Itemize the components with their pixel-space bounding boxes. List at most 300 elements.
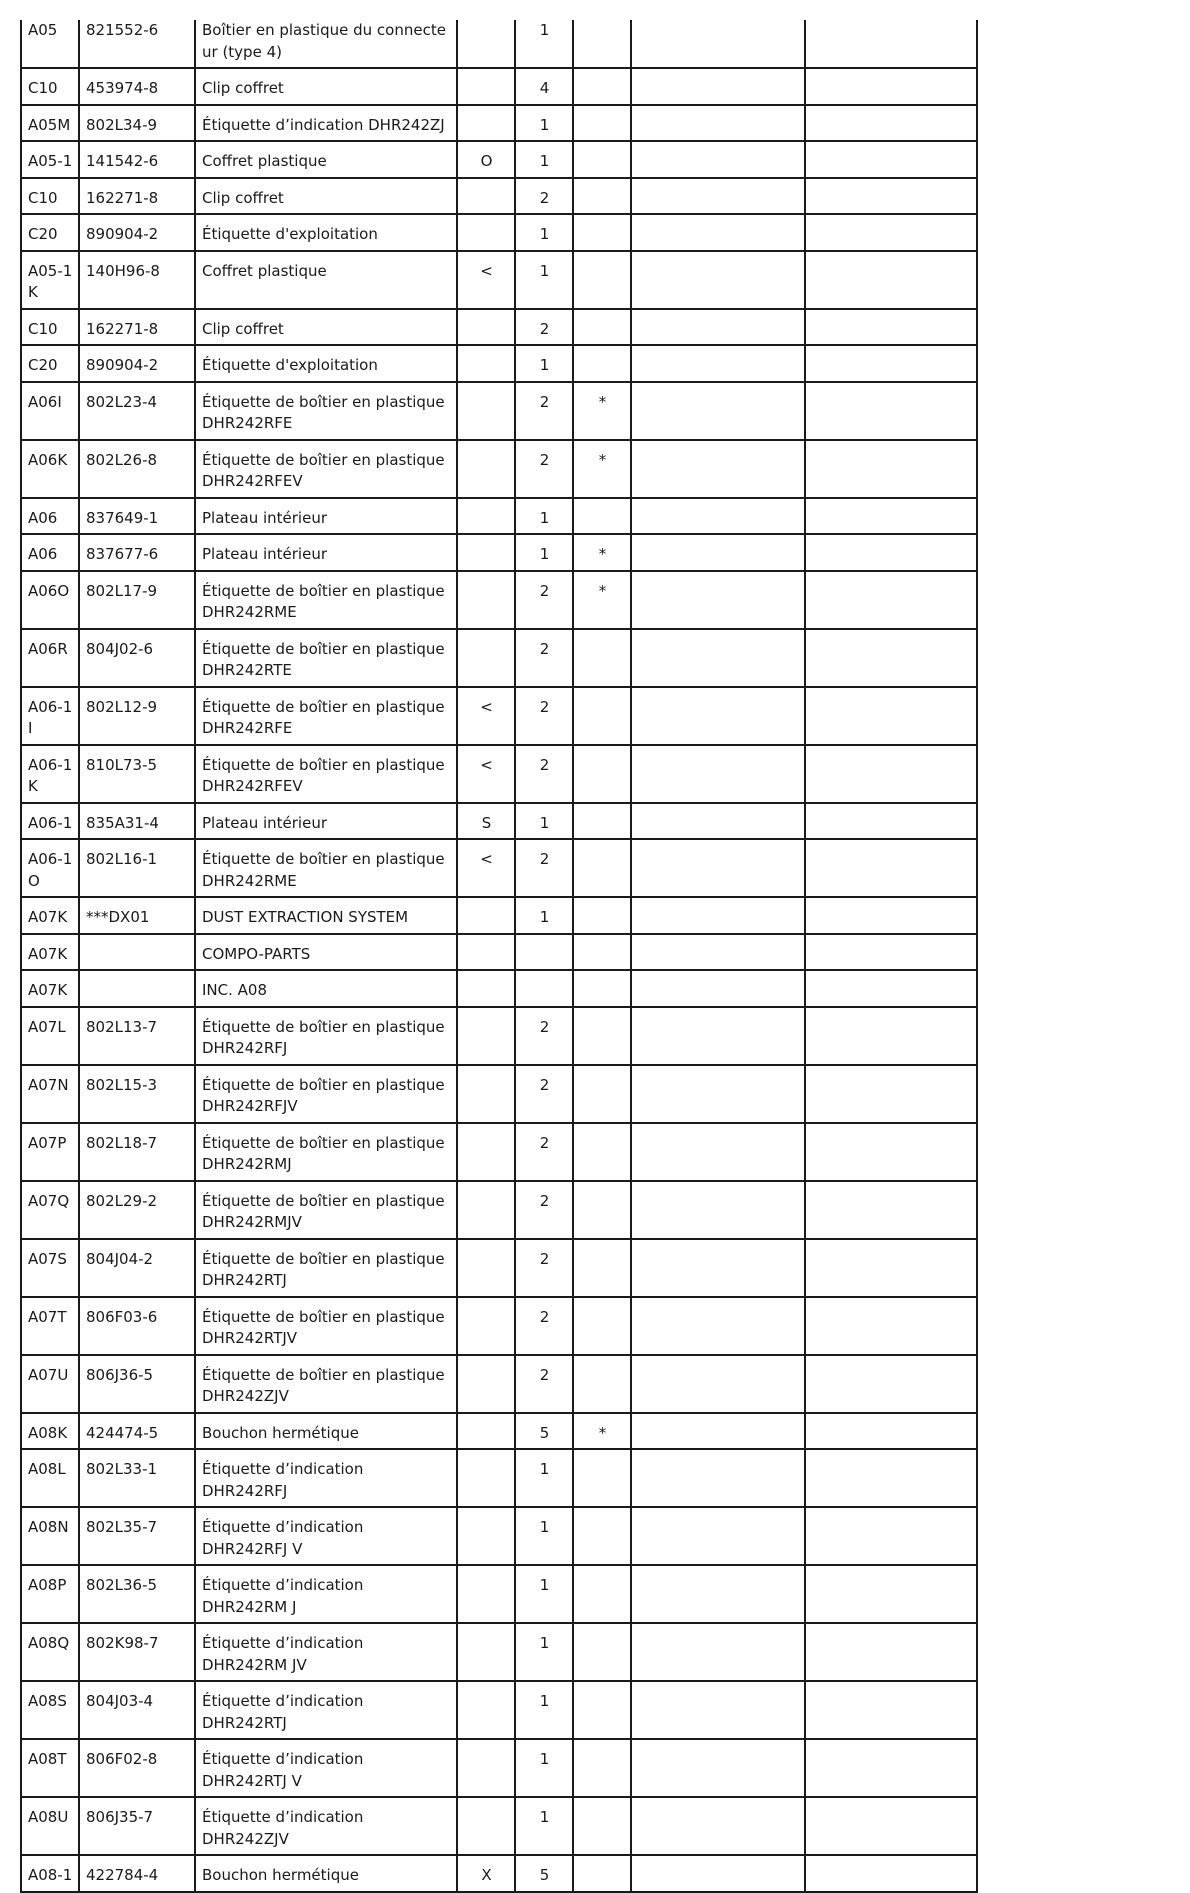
empty-cell-a [631, 105, 805, 142]
note-cell [573, 214, 631, 251]
empty-cell-a [631, 141, 805, 178]
item-ref-cell: A08T [21, 1739, 79, 1797]
modification-mark-cell: < [457, 745, 515, 803]
quantity-cell: 1 [515, 141, 573, 178]
empty-cell-b [805, 1007, 977, 1065]
part-number-cell: 802L12-9 [79, 687, 195, 745]
empty-cell-a [631, 20, 805, 68]
modification-mark-cell [457, 68, 515, 105]
table-row [21, 1623, 977, 1681]
note-cell [573, 345, 631, 382]
modification-mark-cell: O [457, 141, 515, 178]
description-cell: Étiquette de boîtier en plastique DHR242RFE [195, 687, 457, 745]
modification-mark-cell [457, 1355, 515, 1413]
part-number-cell: 802L17-9 [79, 571, 195, 629]
modification-mark-cell [457, 1123, 515, 1181]
table-row [21, 571, 977, 629]
modification-mark-cell [457, 629, 515, 687]
item-ref-cell: A07N [21, 1065, 79, 1123]
quantity-cell: 2 [515, 745, 573, 803]
note-cell [573, 141, 631, 178]
empty-cell-b [805, 178, 977, 215]
quantity-cell: 5 [515, 1413, 573, 1450]
quantity-cell: 1 [515, 803, 573, 840]
table-row [21, 251, 977, 309]
note-cell [573, 1181, 631, 1239]
empty-cell-a [631, 1123, 805, 1181]
empty-cell-b [805, 1565, 977, 1623]
note-cell [573, 970, 631, 1007]
item-ref-cell: A07K [21, 970, 79, 1007]
parts-table-body [21, 20, 977, 1892]
modification-mark-cell [457, 1623, 515, 1681]
quantity-cell: 2 [515, 1007, 573, 1065]
modification-mark-cell [457, 1239, 515, 1297]
modification-mark-cell [457, 309, 515, 346]
note-cell [573, 1797, 631, 1855]
quantity-cell: 1 [515, 251, 573, 309]
empty-cell-a [631, 1507, 805, 1565]
item-ref-cell: A07S [21, 1239, 79, 1297]
modification-mark-cell [457, 897, 515, 934]
table-row [21, 382, 977, 440]
parts-list-page [20, 20, 976, 1893]
quantity-cell: 2 [515, 178, 573, 215]
quantity-cell: 1 [515, 1565, 573, 1623]
note-cell [573, 803, 631, 840]
empty-cell-a [631, 1065, 805, 1123]
note-cell [573, 1855, 631, 1892]
part-number-cell: 802L36-5 [79, 1565, 195, 1623]
quantity-cell: 2 [515, 440, 573, 498]
table-row [21, 1855, 977, 1892]
description-cell: Étiquette d’indication DHR242RM J [195, 1565, 457, 1623]
note-cell [573, 251, 631, 309]
item-ref-cell: A06-1 K [21, 745, 79, 803]
quantity-cell: 2 [515, 1239, 573, 1297]
empty-cell-b [805, 1507, 977, 1565]
modification-mark-cell [457, 382, 515, 440]
quantity-cell: 1 [515, 498, 573, 535]
empty-cell-a [631, 214, 805, 251]
part-number-cell: 802L35-7 [79, 1507, 195, 1565]
part-number-cell [79, 970, 195, 1007]
empty-cell-b [805, 1855, 977, 1892]
quantity-cell [515, 970, 573, 1007]
item-ref-cell: A06-1 O [21, 839, 79, 897]
empty-cell-b [805, 970, 977, 1007]
table-row [21, 1565, 977, 1623]
description-cell: Étiquette d’indication DHR242ZJ [195, 105, 457, 142]
description-cell: Clip coffret [195, 68, 457, 105]
description-cell: Plateau intérieur [195, 803, 457, 840]
note-cell [573, 105, 631, 142]
empty-cell-a [631, 803, 805, 840]
description-cell: Étiquette d’indication DHR242RFJ V [195, 1507, 457, 1565]
quantity-cell: 1 [515, 105, 573, 142]
table-row [21, 745, 977, 803]
item-ref-cell: A07K [21, 897, 79, 934]
quantity-cell: 2 [515, 1065, 573, 1123]
empty-cell-a [631, 1181, 805, 1239]
part-number-cell: 804J04-2 [79, 1239, 195, 1297]
item-ref-cell: A05-1 [21, 141, 79, 178]
quantity-cell: 5 [515, 1855, 573, 1892]
item-ref-cell: C10 [21, 178, 79, 215]
quantity-cell: 1 [515, 345, 573, 382]
empty-cell-b [805, 251, 977, 309]
note-cell [573, 934, 631, 971]
table-row [21, 105, 977, 142]
empty-cell-a [631, 839, 805, 897]
item-ref-cell: A07L [21, 1007, 79, 1065]
item-ref-cell: A08S [21, 1681, 79, 1739]
modification-mark-cell [457, 1681, 515, 1739]
description-cell: Étiquette d’indication DHR242RTJ V [195, 1739, 457, 1797]
table-row [21, 1065, 977, 1123]
parts-table [20, 20, 978, 1893]
note-cell [573, 1065, 631, 1123]
empty-cell-b [805, 745, 977, 803]
empty-cell-a [631, 1297, 805, 1355]
part-number-cell: 802L13-7 [79, 1007, 195, 1065]
part-number-cell: 802L34-9 [79, 105, 195, 142]
description-cell: Étiquette de boîtier en plastique DHR242RFEV [195, 440, 457, 498]
table-row [21, 1355, 977, 1413]
empty-cell-b [805, 1065, 977, 1123]
empty-cell-b [805, 1449, 977, 1507]
quantity-cell: 1 [515, 1449, 573, 1507]
part-number-cell: 802L23-4 [79, 382, 195, 440]
table-row [21, 1007, 977, 1065]
description-cell: Étiquette de boîtier en plastique DHR242RTJ [195, 1239, 457, 1297]
item-ref-cell: A08K [21, 1413, 79, 1450]
description-cell: Coffret plastique [195, 251, 457, 309]
item-ref-cell: A07P [21, 1123, 79, 1181]
modification-mark-cell: < [457, 251, 515, 309]
table-row [21, 1413, 977, 1450]
description-cell: Étiquette de boîtier en plastique DHR242RFJV [195, 1065, 457, 1123]
description-cell: Étiquette de boîtier en plastique DHR242RMJ [195, 1123, 457, 1181]
table-row [21, 440, 977, 498]
description-cell: Étiquette de boîtier en plastique DHR242RFJ [195, 1007, 457, 1065]
note-cell [573, 1681, 631, 1739]
empty-cell-a [631, 1355, 805, 1413]
item-ref-cell: A06 [21, 498, 79, 535]
note-cell [573, 629, 631, 687]
item-ref-cell: A06R [21, 629, 79, 687]
part-number-cell: 837677-6 [79, 534, 195, 571]
empty-cell-a [631, 571, 805, 629]
part-number-cell: 802L15-3 [79, 1065, 195, 1123]
description-cell: Bouchon hermétique [195, 1413, 457, 1450]
empty-cell-b [805, 309, 977, 346]
modification-mark-cell [457, 1449, 515, 1507]
quantity-cell: 2 [515, 629, 573, 687]
quantity-cell: 1 [515, 534, 573, 571]
modification-mark-cell [457, 440, 515, 498]
note-cell [573, 1449, 631, 1507]
empty-cell-a [631, 1239, 805, 1297]
description-cell: Étiquette d’indication DHR242ZJV [195, 1797, 457, 1855]
part-number-cell: 804J03-4 [79, 1681, 195, 1739]
quantity-cell: 2 [515, 687, 573, 745]
modification-mark-cell [457, 1507, 515, 1565]
empty-cell-a [631, 1739, 805, 1797]
quantity-cell: 2 [515, 1123, 573, 1181]
table-row [21, 897, 977, 934]
note-cell: * [573, 1413, 631, 1450]
item-ref-cell: A05 [21, 20, 79, 68]
item-ref-cell: A08-1 [21, 1855, 79, 1892]
empty-cell-b [805, 382, 977, 440]
empty-cell-b [805, 1413, 977, 1450]
table-row [21, 1239, 977, 1297]
empty-cell-a [631, 1565, 805, 1623]
empty-cell-a [631, 382, 805, 440]
part-number-cell: 806F02-8 [79, 1739, 195, 1797]
empty-cell-b [805, 141, 977, 178]
empty-cell-a [631, 897, 805, 934]
quantity-cell: 1 [515, 1739, 573, 1797]
note-cell: * [573, 382, 631, 440]
part-number-cell: 162271-8 [79, 178, 195, 215]
table-row [21, 498, 977, 535]
quantity-cell: 2 [515, 1297, 573, 1355]
empty-cell-a [631, 178, 805, 215]
table-row [21, 1449, 977, 1507]
description-cell: Étiquette d’indication DHR242RFJ [195, 1449, 457, 1507]
empty-cell-b [805, 1623, 977, 1681]
note-cell [573, 1565, 631, 1623]
table-row [21, 534, 977, 571]
modification-mark-cell [457, 105, 515, 142]
note-cell [573, 1123, 631, 1181]
note-cell [573, 498, 631, 535]
modification-mark-cell [457, 1413, 515, 1450]
empty-cell-b [805, 934, 977, 971]
note-cell [573, 1739, 631, 1797]
description-cell: Étiquette de boîtier en plastique DHR242ZJV [195, 1355, 457, 1413]
item-ref-cell: A07K [21, 934, 79, 971]
description-cell: Étiquette d’indication DHR242RM JV [195, 1623, 457, 1681]
table-row [21, 309, 977, 346]
description-cell: Étiquette de boîtier en plastique DHR242RMJV [195, 1181, 457, 1239]
empty-cell-a [631, 68, 805, 105]
item-ref-cell: A05M [21, 105, 79, 142]
table-row [21, 141, 977, 178]
table-row [21, 803, 977, 840]
note-cell: * [573, 571, 631, 629]
part-number-cell: 140H96-8 [79, 251, 195, 309]
part-number-cell: 802L33-1 [79, 1449, 195, 1507]
description-cell: Clip coffret [195, 178, 457, 215]
item-ref-cell: A06I [21, 382, 79, 440]
description-cell: Étiquette de boîtier en plastique DHR242RFE [195, 382, 457, 440]
empty-cell-b [805, 1239, 977, 1297]
note-cell: * [573, 440, 631, 498]
quantity-cell: 4 [515, 68, 573, 105]
note-cell [573, 1239, 631, 1297]
empty-cell-a [631, 1449, 805, 1507]
part-number-cell: 810L73-5 [79, 745, 195, 803]
modification-mark-cell [457, 214, 515, 251]
part-number-cell: 806F03-6 [79, 1297, 195, 1355]
table-row [21, 214, 977, 251]
part-number-cell: 835A31-4 [79, 803, 195, 840]
part-number-cell: 802L26-8 [79, 440, 195, 498]
quantity-cell: 1 [515, 1623, 573, 1681]
table-row [21, 1681, 977, 1739]
item-ref-cell: A06O [21, 571, 79, 629]
description-cell: Étiquette d'exploitation [195, 214, 457, 251]
part-number-cell: 453974-8 [79, 68, 195, 105]
part-number-cell: 821552-6 [79, 20, 195, 68]
modification-mark-cell [457, 571, 515, 629]
empty-cell-b [805, 440, 977, 498]
item-ref-cell: A06-1 I [21, 687, 79, 745]
part-number-cell: 802L29-2 [79, 1181, 195, 1239]
modification-mark-cell [457, 1297, 515, 1355]
empty-cell-b [805, 687, 977, 745]
empty-cell-b [805, 1123, 977, 1181]
part-number-cell: 424474-5 [79, 1413, 195, 1450]
item-ref-cell: A08Q [21, 1623, 79, 1681]
note-cell [573, 897, 631, 934]
part-number-cell: 890904-2 [79, 214, 195, 251]
table-row [21, 1507, 977, 1565]
table-row [21, 68, 977, 105]
table-row [21, 1123, 977, 1181]
item-ref-cell: A06K [21, 440, 79, 498]
empty-cell-b [805, 839, 977, 897]
table-row [21, 629, 977, 687]
part-number-cell: 804J02-6 [79, 629, 195, 687]
empty-cell-a [631, 345, 805, 382]
note-cell [573, 745, 631, 803]
item-ref-cell: C20 [21, 214, 79, 251]
note-cell: * [573, 534, 631, 571]
modification-mark-cell [457, 1065, 515, 1123]
empty-cell-b [805, 68, 977, 105]
modification-mark-cell: < [457, 687, 515, 745]
modification-mark-cell [457, 1007, 515, 1065]
part-number-cell: 806J36-5 [79, 1355, 195, 1413]
empty-cell-a [631, 1681, 805, 1739]
note-cell [573, 687, 631, 745]
description-cell: Plateau intérieur [195, 534, 457, 571]
description-cell: INC. A08 [195, 970, 457, 1007]
modification-mark-cell [457, 970, 515, 1007]
description-cell: Étiquette d'exploitation [195, 345, 457, 382]
empty-cell-b [805, 214, 977, 251]
empty-cell-b [805, 498, 977, 535]
quantity-cell: 2 [515, 1181, 573, 1239]
item-ref-cell: C10 [21, 68, 79, 105]
part-number-cell: 802L16-1 [79, 839, 195, 897]
note-cell [573, 20, 631, 68]
item-ref-cell: C10 [21, 309, 79, 346]
empty-cell-b [805, 1297, 977, 1355]
empty-cell-b [805, 803, 977, 840]
empty-cell-a [631, 745, 805, 803]
empty-cell-b [805, 1355, 977, 1413]
part-number-cell [79, 934, 195, 971]
table-row [21, 345, 977, 382]
item-ref-cell: C20 [21, 345, 79, 382]
empty-cell-a [631, 1623, 805, 1681]
empty-cell-b [805, 345, 977, 382]
modification-mark-cell [457, 534, 515, 571]
description-cell: Étiquette de boîtier en plastique DHR242RTE [195, 629, 457, 687]
item-ref-cell: A08N [21, 1507, 79, 1565]
description-cell: DUST EXTRACTION SYSTEM [195, 897, 457, 934]
empty-cell-b [805, 1681, 977, 1739]
empty-cell-b [805, 1797, 977, 1855]
item-ref-cell: A07U [21, 1355, 79, 1413]
quantity-cell: 2 [515, 571, 573, 629]
description-cell: Boîtier en plastique du connecte ur (type 4) [195, 20, 457, 68]
modification-mark-cell [457, 20, 515, 68]
quantity-cell: 1 [515, 214, 573, 251]
note-cell [573, 1007, 631, 1065]
note-cell [573, 1623, 631, 1681]
item-ref-cell: A07Q [21, 1181, 79, 1239]
quantity-cell: 1 [515, 1681, 573, 1739]
quantity-cell: 2 [515, 382, 573, 440]
part-number-cell: 890904-2 [79, 345, 195, 382]
description-cell: Étiquette de boîtier en plastique DHR242RME [195, 571, 457, 629]
note-cell [573, 178, 631, 215]
empty-cell-a [631, 687, 805, 745]
empty-cell-a [631, 440, 805, 498]
description-cell: Bouchon hermétique [195, 1855, 457, 1892]
part-number-cell: 141542-6 [79, 141, 195, 178]
table-row [21, 1739, 977, 1797]
table-row [21, 1797, 977, 1855]
empty-cell-a [631, 1855, 805, 1892]
part-number-cell: 806J35-7 [79, 1797, 195, 1855]
empty-cell-b [805, 897, 977, 934]
part-number-cell: 422784-4 [79, 1855, 195, 1892]
empty-cell-a [631, 1797, 805, 1855]
part-number-cell: ***DX01 [79, 897, 195, 934]
table-row [21, 970, 977, 1007]
empty-cell-b [805, 20, 977, 68]
table-row [21, 1181, 977, 1239]
note-cell [573, 1355, 631, 1413]
description-cell: Plateau intérieur [195, 498, 457, 535]
table-row [21, 20, 977, 68]
table-row [21, 934, 977, 971]
item-ref-cell: A08P [21, 1565, 79, 1623]
item-ref-cell: A07T [21, 1297, 79, 1355]
empty-cell-b [805, 629, 977, 687]
quantity-cell: 1 [515, 1507, 573, 1565]
part-number-cell: 802K98-7 [79, 1623, 195, 1681]
quantity-cell: 1 [515, 1797, 573, 1855]
modification-mark-cell [457, 1565, 515, 1623]
modification-mark-cell [457, 934, 515, 971]
empty-cell-a [631, 1413, 805, 1450]
table-row [21, 1297, 977, 1355]
note-cell [573, 1507, 631, 1565]
empty-cell-a [631, 1007, 805, 1065]
empty-cell-a [631, 309, 805, 346]
empty-cell-b [805, 1739, 977, 1797]
part-number-cell: 837649-1 [79, 498, 195, 535]
quantity-cell: 1 [515, 20, 573, 68]
